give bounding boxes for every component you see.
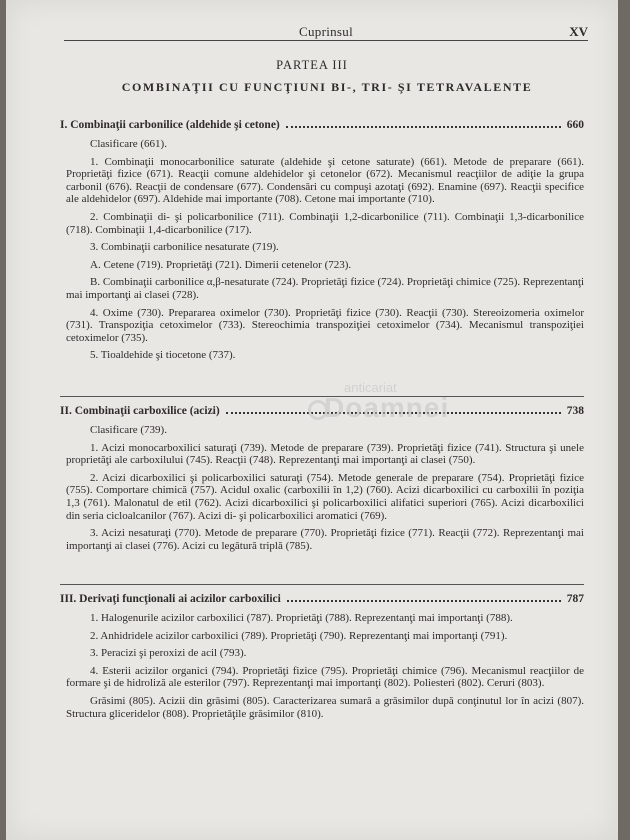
- toc-entry: 1. Combinaţii monocarbonilice saturate (aldehide şi cetone saturate) (661). Metode de preparare (661). Proprietăţi fizice (671). Reacţii comune aldehidelor şi cetonelor (672). Mecanismul reacţiilor de adiţie la grupa carbonil (676). Reacţii de condensare (677). Condensări cu compuşi azotaţi (692). Enamine (697). Reacţii specifice ale aldehidelor (697). Aldehide mai importante (708). Cetone mai importante (710).: [66, 155, 584, 206]
- toc-entry: 2. Combinaţii di- şi policarbonilice (711). Combinaţii 1,2-dicarbonilice (711). Combinaţii 1,3-dicarbonilice (718). Combinaţii 1,4-dicarbonilice (717).: [66, 210, 584, 236]
- toc-entry: 1. Halogenurile acizilor carboxilici (787). Proprietăţi (788). Reprezentanţi mai importanţi (788).: [90, 612, 513, 624]
- toc-entry: B. Combinaţii carbonilice α,β-nesaturate (724). Proprietăţi fizice (724). Proprietăţi chimice (725). Reprezentanţi mai importanţi ai clasei (728).: [66, 276, 584, 301]
- section-title: III. Derivaţi funcţionali ai acizilor carboxilici: [60, 593, 281, 605]
- section-title: I. Combinaţii carbonilice (aldehide şi cetone): [60, 119, 280, 131]
- section-divider: [60, 584, 584, 585]
- toc-entry: 3. Peracizi şi peroxizi de acil (793).: [90, 647, 247, 660]
- section-page: 660: [566, 119, 584, 131]
- section-3-body: [66, 612, 584, 725]
- toc-entry: 4. Esterii acizilor organici (794). Proprietăţi fizice (795). Proprietăţi chimice (796). Mecanismul reacţiilor de formare şi de hidroliză ale esterilor (797). Reprezentanţi mai importanţi (802). Poliesteri (802). Ceruri (803).: [66, 664, 584, 690]
- toc-entry: Clasificare (661).: [90, 138, 167, 150]
- section-1-body: [66, 138, 584, 367]
- running-header: [64, 22, 588, 41]
- watermark-small-text: anticariat: [344, 380, 397, 395]
- toc-entry: 4. Oxime (730). Prepararea oximelor (730). Proprietăţi fizice (730). Reacţii (730). Stereoizomeria oximelor (731). Transpoziţia cetoximelor (733). Stereochimia transpoziţiei cetoximelor (734). Mecanismul transpoziţiei cetoximelor (735).: [66, 306, 584, 344]
- part-subtitle: COMBINAŢII CU FUNCŢIUNI BI-, TRI- ŞI TETRAVALENTE: [121, 80, 533, 94]
- toc-entry: A. Cetene (719). Proprietăţi (721). Dimerii cetenelor (723).: [90, 258, 352, 271]
- toc-entry: Clasificare (739).: [90, 424, 167, 436]
- section-heading-3: [60, 592, 584, 605]
- toc-entry: 1. Acizi monocarboxilici saturaţi (739). Metode de preparare (739). Proprietăţi fizice (741). Structura şi unele proprietăţi ale carboxilului (745). Reacţii (748). Reprezentanţi mai importanţi ai clasei (750).: [66, 441, 584, 467]
- toc-entry: 5. Tioaldehide şi tiocetone (737).: [90, 349, 236, 362]
- toc-entry: 2. Anhidridele acizilor carboxilici (789). Proprietăţi (790). Reprezentanţi mai importanţi (791).: [90, 629, 508, 642]
- section-heading-2: [60, 404, 584, 417]
- part-heading: PARTEA III: [276, 58, 348, 72]
- dot-leader: [287, 592, 561, 602]
- running-title: Cuprinsul: [299, 24, 353, 39]
- watermark-big-text: Doamnei: [324, 392, 450, 423]
- section-heading-1: [60, 118, 584, 131]
- toc-entry: 2. Acizi dicarboxilici şi policarboxilici saturaţi (754). Metode generale de preparare (754). Proprietăţi fizice (755). Comportare chimică (757). Acidul oxalic (carboxilii în 1,2) (760). Acizi dicarboxilici cu carboxilii în poziţia 1,3 (761). Malonatul de etil (762). Acizi dicarboxilici şi policarboxilici alifatici superiori (765). Acizi dicarboxilici din seria cicloalcanilor (767). Acizi di- şi policarboxilici aromatici (769).: [66, 471, 584, 522]
- section-2-body: [66, 424, 584, 557]
- page-number: XV: [569, 24, 588, 39]
- section-page: 738: [566, 405, 584, 417]
- toc-entry: 3. Acizi nesaturaţi (770). Metode de preparare (770). Proprietăţi fizice (771). Reacţii (772). Reprezentanţi mai importanţi ai clasei (776). Acizi cu legătură triplă (785).: [66, 527, 584, 552]
- book-page: [6, 0, 618, 840]
- section-page: 787: [566, 593, 584, 605]
- toc-entry: Grăsimi (805). Acizii din grăsimi (805). Caracterizarea sumară a grăsimilor după conţinutul lor în acizi (807). Structura gliceridelor (808). Proprietăţile grăsimilor (810).: [66, 694, 584, 720]
- dot-leader: [286, 118, 561, 128]
- section-title: II. Combinaţii carboxilice (acizi): [60, 405, 220, 417]
- dot-leader: [226, 404, 561, 414]
- toc-entry: 3. Combinaţii carbonilice nesaturate (719).: [90, 241, 279, 254]
- section-divider: [60, 396, 584, 397]
